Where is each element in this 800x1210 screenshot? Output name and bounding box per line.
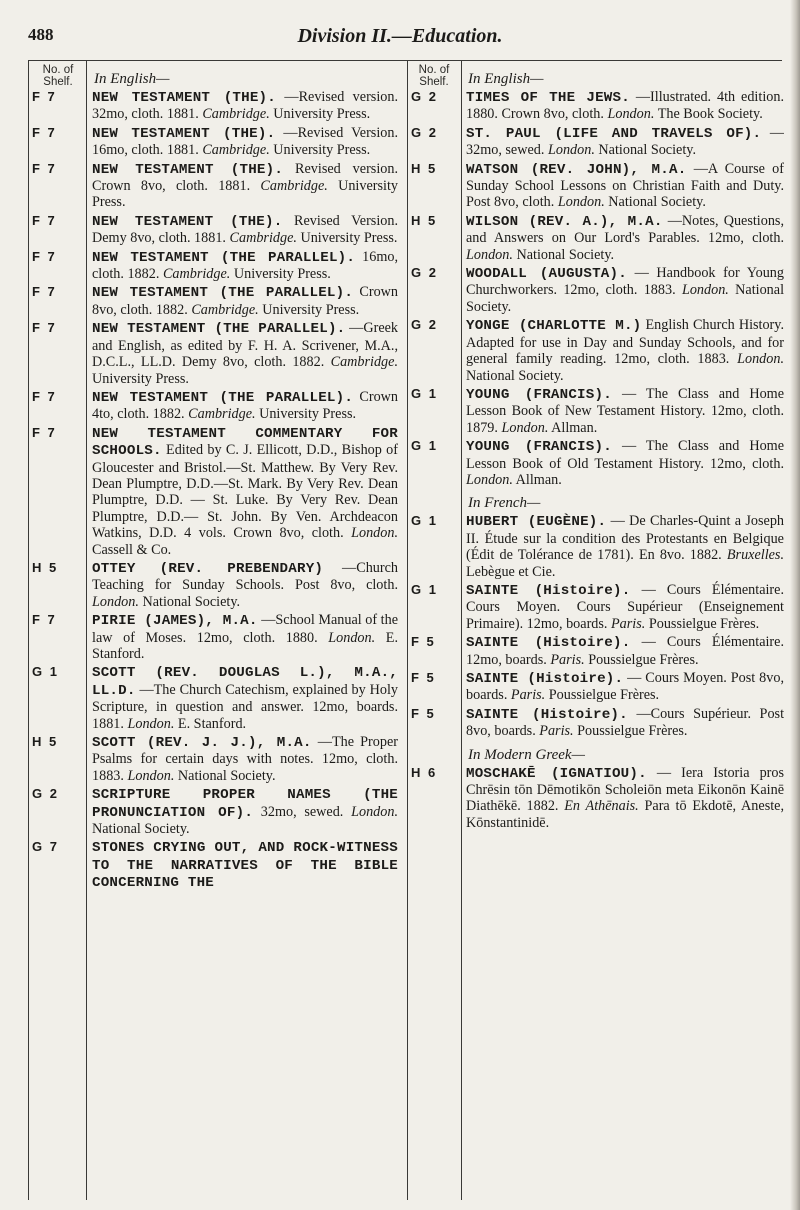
- entry-title: YONGE (CHARLOTTE M.): [466, 318, 642, 335]
- entry-title: OTTEY (REV. PREBENDARY): [92, 560, 324, 577]
- entry-place: London.: [557, 194, 605, 211]
- entry-detail: Revised version. Crown 8vo, cloth. 1881.: [92, 160, 398, 195]
- shelf-mark: G 1: [411, 513, 438, 529]
- entry-place: London.: [681, 282, 729, 299]
- catalogue-entry: [411, 764, 784, 832]
- catalogue-entry: [32, 248, 398, 283]
- entry-title: MOSCHAKĒ (IGNATIOU).: [466, 765, 647, 782]
- catalogue-entry: [32, 734, 398, 784]
- catalogue-entry: [411, 581, 784, 632]
- entry-place: Paris.: [550, 651, 585, 668]
- section-heading: In English—: [94, 71, 170, 87]
- catalogue-entry: [32, 320, 399, 387]
- entry-place: Cambridge.: [188, 406, 256, 423]
- catalogue-entry: [32, 664, 398, 732]
- entry-title: SAINTE (Histoire).: [466, 582, 631, 599]
- catalogue-entry: [32, 89, 398, 123]
- entry-detail: 32mo, sewed.: [260, 803, 344, 820]
- entry-title: SAINTE (Histoire).: [466, 706, 628, 723]
- catalogue-entry: [411, 634, 784, 668]
- entry-detail: —The Proper Psalms for certain days with notes. 12mo, cloth. 1883.: [92, 734, 398, 784]
- shelf-mark: G 2: [411, 124, 438, 140]
- shelf-mark: G 1: [411, 385, 438, 401]
- catalogue-entry: [411, 89, 784, 123]
- entry-publisher: Cassell & Co.: [92, 541, 172, 558]
- entry-detail: —Greek and English, as edited by F. H. A. Scrivener, M.A., D.C.L., LL.D. Demy 8vo, cloth. 1882.: [92, 320, 399, 371]
- shelf-mark: F 7: [32, 424, 57, 440]
- entry-title: YOUNG (FRANCIS).: [466, 386, 612, 403]
- shelf-mark: G 2: [411, 89, 438, 104]
- section-heading: In French—: [468, 495, 541, 512]
- entry-publisher: National Society.: [598, 142, 697, 159]
- catalogue-entry: [32, 786, 398, 838]
- entry-publisher: Lebègue et Cie.: [466, 563, 556, 580]
- entry-publisher: National Society.: [92, 821, 190, 838]
- entry-title: SCOTT (REV. DOUGLAS L.), M.A., LL.D.: [92, 665, 398, 699]
- entry-publisher: National Society.: [466, 282, 784, 315]
- entry-detail: —School Manual of the law of Moses. 12mo, cloth. 1880.: [92, 612, 399, 646]
- shelf-mark: F 5: [411, 670, 436, 685]
- entry-publisher: University Press.: [92, 178, 398, 211]
- entry-title: YOUNG (FRANCIS).: [466, 439, 612, 456]
- entry-place: Cambridge.: [330, 354, 398, 371]
- entry-place: London.: [501, 419, 549, 436]
- entry-detail: — Cours Élémentaire. Cours Moyen. Cours Supérieur (Enseignement Primaire). 12mo, boards.: [466, 581, 784, 632]
- entry-place: Paris.: [611, 615, 646, 632]
- entry-publisher: University Press.: [262, 301, 360, 318]
- shelf-mark: F 7: [32, 89, 57, 104]
- entry-place: Cambridge.: [260, 178, 328, 195]
- entry-title: HUBERT (EUGÈNE).: [466, 514, 607, 531]
- shelf-mark: F 5: [411, 634, 436, 650]
- shelf-mark: G 1: [411, 438, 438, 454]
- catalogue-entry: [411, 124, 784, 159]
- entry-detail: 16mo, cloth. 1882.: [92, 248, 398, 283]
- entry-detail: English Church History. Adapted for use in Day and Sunday Schools, and for general family reading. 12mo, cloth. 1883.: [466, 317, 784, 368]
- entry-publisher: Poussielgue Frères.: [577, 723, 688, 740]
- entry-place: London.: [351, 803, 398, 820]
- page-number: 488: [28, 25, 54, 44]
- entry-place: London.: [737, 351, 784, 368]
- entry-detail: — The Class and Home Lesson Book of New Testament History. 12mo, cloth. 1879.: [466, 385, 784, 436]
- entry-title: SCRIPTURE PROPER NAMES (THE PRONUNCIATION OF).: [92, 787, 398, 821]
- catalogue-entry: [32, 839, 398, 892]
- entry-title: ST. PAUL (LIFE AND TRAVELS OF).: [466, 125, 762, 142]
- entry-title: NEW TESTAMENT (THE).: [92, 213, 283, 230]
- catalogue-entry: [411, 513, 784, 580]
- shelf-mark: H 5: [32, 734, 59, 750]
- shelf-mark: F 7: [32, 248, 57, 264]
- shelf-mark: F 7: [32, 320, 57, 336]
- entry-detail: Crown 8vo, cloth. 1882.: [92, 284, 398, 318]
- entry-place: London.: [466, 471, 513, 488]
- entry-detail: — Cours Élémentaire. 12mo, boards.: [466, 634, 784, 668]
- catalogue-entry: [411, 438, 784, 488]
- catalogue-entry: [411, 317, 784, 384]
- catalogue-entry: [411, 265, 784, 315]
- left-column: [30, 64, 400, 1204]
- page-header: [0, 25, 800, 55]
- entry-detail: — The Class and Home Lesson Book of Old Testament History. 12mo, cloth.: [466, 438, 784, 472]
- entry-detail: —A Course of Sunday School Lessons on Christian Faith and Duty. Post 8vo, cloth.: [466, 160, 784, 211]
- entry-detail: —Notes, Questions, and Answers on Our Lord's Parables. 12mo, cloth.: [466, 212, 784, 247]
- entry-publisher: The Book Society.: [657, 106, 763, 123]
- entry-publisher: E. Stanford.: [92, 629, 398, 662]
- entry-place: Cambridge.: [202, 142, 270, 159]
- entry-place: London.: [127, 715, 175, 732]
- left-entry-list: [32, 89, 399, 892]
- running-title: Division II.—Education.: [297, 25, 503, 47]
- entry-detail: — De Charles-Quint a Joseph II. Étude sur la condition des Protestants en Belgique (Édit de Tolérance de 1781). En 8vo. 1882.: [466, 513, 784, 564]
- entry-place: London.: [547, 142, 595, 159]
- catalogue-entry: [32, 124, 399, 159]
- entry-publisher: University Press.: [259, 406, 357, 423]
- entry-publisher: Poussielgue Frères.: [588, 651, 699, 668]
- shelf-mark: G 2: [411, 265, 438, 281]
- shelf-mark: F 7: [32, 160, 57, 176]
- entry-title: WATSON (REV. JOHN), M.A.: [466, 161, 687, 178]
- right-shelf-header: [409, 64, 459, 88]
- header-rule: [28, 60, 782, 61]
- shelf-mark: G 7: [32, 839, 59, 855]
- shelf-mark: H 5: [411, 212, 438, 228]
- entry-detail: Edited by C. J. Ellicott, D.D., Bishop of Gloucester and Bristol.—St. Matthew. By Very Rev. Dean Plumptre, D.D.—St. Mark. By Very Rev. Dean Plumptre, D.D. — St. Luke. By Very Rev. Dean Plumptre, D.D.— St. John. By Ven. Archdeacon Watkins, D.D. 4 vols. Crown 8vo, cloth.: [92, 442, 398, 542]
- entry-place: Paris.: [510, 687, 546, 704]
- right-column: [409, 64, 784, 1204]
- shelf-mark: F 7: [32, 388, 57, 404]
- catalogue-entry: [411, 385, 784, 436]
- entry-detail: —Revised Version. 16mo, cloth. 1881.: [92, 124, 399, 159]
- entry-publisher: University Press.: [273, 142, 371, 159]
- entry-publisher: National Society.: [516, 246, 615, 263]
- entry-place: London.: [351, 525, 398, 542]
- catalogue-entry: [32, 612, 399, 662]
- shelf-header-label: No. of Shelf.: [418, 64, 450, 88]
- shelf-mark: F 7: [32, 612, 57, 628]
- entry-place: London.: [607, 106, 655, 123]
- entry-publisher: National Society.: [177, 767, 276, 784]
- catalogue-entry: [411, 705, 784, 740]
- shelf-mark: G 1: [32, 664, 59, 680]
- entry-place: London.: [466, 246, 513, 263]
- entry-detail: — Cours Moyen. Post 8vo, boards.: [466, 670, 784, 704]
- entry-title: SAINTE (Histoire).: [466, 671, 624, 687]
- catalogue-entry: [411, 670, 784, 704]
- entry-title: NEW TESTAMENT (THE PARALLEL).: [92, 321, 346, 338]
- entry-publisher: University Press.: [233, 266, 331, 283]
- entry-publisher: Poussielgue Frères.: [548, 687, 660, 704]
- entry-place: Bruxelles.: [726, 547, 784, 564]
- left-shelf-header: [30, 64, 86, 88]
- entry-title: NEW TESTAMENT (THE).: [92, 161, 284, 178]
- entry-title: NEW TESTAMENT (THE PARALLEL).: [92, 285, 354, 302]
- shelf-mark: H 5: [411, 160, 438, 176]
- entry-title: NEW TESTAMENT COMMENTARY FOR SCHOOLS.: [92, 425, 398, 460]
- entry-title: PIRIE (JAMES), M.A.: [92, 613, 258, 630]
- entry-place: Paris.: [539, 723, 574, 740]
- shelf-mark: F 7: [32, 284, 57, 300]
- entry-detail: — Handbook for Young Churchworkers. 12mo, cloth. 1883.: [466, 265, 784, 299]
- entry-detail: — 32mo, sewed.: [466, 124, 784, 159]
- entry-place: London.: [92, 593, 139, 610]
- entry-detail: —Illustrated. 4th edition. 1880. Crown 8vo, cloth.: [466, 89, 784, 123]
- entry-title: SAINTE (Histoire).: [466, 635, 631, 652]
- catalogue-entry: [32, 284, 398, 318]
- shelf-mark: F 5: [411, 705, 436, 721]
- shelf-mark: H 6: [411, 764, 438, 780]
- entry-place: London.: [127, 767, 175, 784]
- entry-detail: —Revised version. 32mo, cloth. 1881.: [92, 89, 398, 123]
- entry-title: NEW TESTAMENT (THE PARALLEL).: [92, 249, 356, 266]
- entry-detail: Crown 4to, cloth. 1882.: [92, 388, 398, 423]
- entry-place: En Athēnais.: [564, 798, 639, 815]
- entry-place: Cambridge.: [202, 106, 270, 123]
- section-heading: In English—: [468, 71, 544, 87]
- entry-publisher: University Press.: [273, 106, 371, 123]
- entry-publisher: National Society.: [142, 593, 241, 610]
- entry-place: Cambridge.: [191, 301, 259, 318]
- entry-title: STONES CRYING OUT, AND ROCK-WITNESS TO THE NARRATIVES OF THE BIBLE CONCERNING THE: [92, 840, 398, 892]
- shelf-mark: H 5: [32, 559, 59, 575]
- catalogue-entry: [411, 212, 784, 263]
- entry-place: Cambridge.: [229, 230, 297, 247]
- shelf-mark: G 2: [411, 317, 438, 333]
- catalogue-entry: [32, 160, 398, 211]
- catalogue-entry: [32, 212, 399, 247]
- shelf-header-label: No. of Shelf.: [42, 64, 74, 88]
- entry-detail: —The Church Catechism, explained by Holy Scripture, in question and answer. 12mo, boards. 1881.: [92, 681, 398, 732]
- shelf-mark: G 1: [411, 581, 438, 597]
- entry-title: NEW TESTAMENT (THE PARALLEL).: [92, 389, 354, 406]
- entry-detail: Revised Version. Demy 8vo, cloth. 1881.: [92, 212, 399, 247]
- shelf-mark: G 2: [32, 786, 59, 802]
- shelf-mark: F 7: [32, 124, 57, 140]
- entry-title: TIMES OF THE JEWS.: [466, 90, 630, 106]
- left-border-line: [28, 60, 29, 1200]
- entry-title: WOODALL (AUGUSTA).: [466, 266, 627, 283]
- catalogue-entry: [32, 388, 398, 423]
- entry-detail: — Iera Istoria pros Chrēsin tōn Dēmotikōn Scholeiōn meta Eikonōn Kainē Diathēkē. 1882.: [466, 764, 784, 815]
- entry-publisher: University Press.: [92, 370, 189, 387]
- entry-publisher: Para tō Ekdotē, Aneste, Kōnstantinidē.: [466, 798, 784, 831]
- entry-place: London.: [328, 629, 376, 646]
- entry-title: WILSON (REV. A.), M.A.: [466, 213, 663, 230]
- entry-detail: —Church Teaching for Sunday Schools. Post 8vo, cloth.: [92, 559, 399, 594]
- entry-publisher: National Society.: [608, 194, 706, 211]
- entry-publisher: E. Stanford.: [177, 715, 247, 732]
- entry-publisher: Poussielgue Frères.: [648, 615, 760, 632]
- entry-publisher: National Society.: [466, 367, 564, 384]
- entry-title: SCOTT (REV. J. J.), M.A.: [92, 735, 312, 752]
- shelf-mark: F 7: [32, 212, 57, 228]
- entry-place: Cambridge.: [162, 266, 231, 283]
- entry-publisher: Allman.: [551, 419, 598, 436]
- section-heading: In Modern Greek—: [468, 746, 585, 763]
- catalogue-entry: [411, 160, 784, 211]
- catalogue-entry: [32, 559, 399, 610]
- catalogue-entry: [32, 424, 398, 558]
- entry-title: NEW TESTAMENT (THE).: [92, 125, 276, 142]
- entry-publisher: University Press.: [300, 230, 398, 247]
- entry-title: NEW TESTAMENT (THE).: [92, 90, 276, 106]
- entry-detail: —Cours Supérieur. Post 8vo, boards.: [466, 705, 784, 740]
- entry-publisher: Allman.: [515, 471, 562, 488]
- column-divider: [407, 60, 408, 1200]
- page-edge-shadow: [790, 0, 800, 1210]
